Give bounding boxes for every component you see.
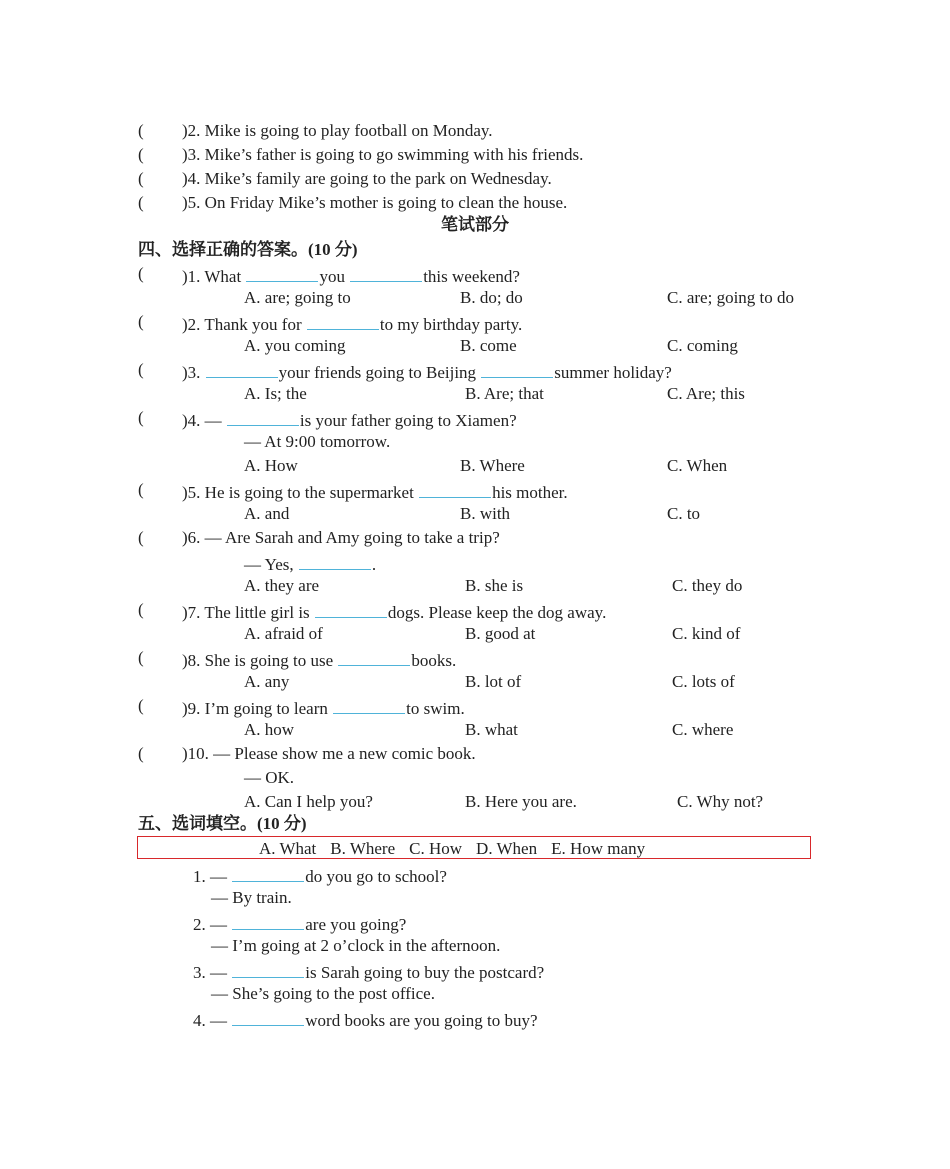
answer-paren[interactable]: ( xyxy=(138,528,144,547)
answer-paren[interactable]: ( xyxy=(138,145,144,164)
written-section-title: 笔试部分 xyxy=(441,215,509,234)
dialogue-reply: — I’m going at 2 o’clock in the afternoon. xyxy=(211,936,501,955)
answer-blank[interactable] xyxy=(232,863,304,882)
answer-blank[interactable] xyxy=(315,599,387,618)
option-b: B. Here you are. xyxy=(465,792,577,811)
option-b: B. what xyxy=(465,720,518,739)
word-option: C. How xyxy=(409,839,463,858)
answer-blank[interactable] xyxy=(307,311,379,330)
question-text: )2. Mike is going to play football on Monday. xyxy=(182,121,493,140)
answer-blank[interactable] xyxy=(333,695,405,714)
answer-paren[interactable]: ( xyxy=(138,193,144,212)
question-text: )4. Mike’s family are going to the park on Wednesday. xyxy=(182,169,552,188)
option-a: A. they are xyxy=(244,576,320,595)
option-b: B. she is xyxy=(465,576,524,595)
option-b: B. with xyxy=(460,504,511,523)
dialogue-reply: — OK. xyxy=(244,768,295,787)
answer-blank[interactable] xyxy=(299,551,371,570)
word-option: A. What xyxy=(259,839,317,858)
option-a: A. are; going to xyxy=(244,288,351,307)
question-7: )7. The little girl is dogs. Please keep the dog away. xyxy=(182,599,606,624)
fill-item-2: 2. — are you going? xyxy=(193,911,406,936)
word-bank xyxy=(259,838,659,860)
option-c: C. are; going to do xyxy=(667,288,795,307)
question-9: )9. I’m going to learn to swim. xyxy=(182,695,465,720)
answer-blank[interactable] xyxy=(419,479,491,498)
option-c: C. where xyxy=(672,720,734,739)
option-b: B. good at xyxy=(465,624,536,643)
option-a: A. Is; the xyxy=(244,384,307,403)
option-a: A. and xyxy=(244,504,290,523)
question-8: )8. She is going to use books. xyxy=(182,647,456,672)
question-10: )10. — Please show me a new comic book. xyxy=(182,744,476,763)
dialogue-reply: — Yes, . xyxy=(244,551,376,576)
answer-paren[interactable]: ( xyxy=(138,312,144,331)
answer-blank[interactable] xyxy=(232,959,304,978)
question-3: )3. your friends going to Beijing summer holiday? xyxy=(182,359,672,384)
word-option: B. Where xyxy=(330,839,396,858)
answer-blank[interactable] xyxy=(227,407,299,426)
answer-blank[interactable] xyxy=(232,1007,304,1026)
answer-paren[interactable]: ( xyxy=(138,696,144,715)
option-c: C. When xyxy=(667,456,728,475)
option-a: A. afraid of xyxy=(244,624,323,643)
answer-paren[interactable]: ( xyxy=(138,169,144,188)
option-b: B. do; do xyxy=(460,288,523,307)
word-option: E. How many xyxy=(551,839,646,858)
answer-paren[interactable]: ( xyxy=(138,648,144,667)
answer-blank[interactable] xyxy=(232,911,304,930)
question-text: )3. Mike’s father is going to go swimming with his friends. xyxy=(182,145,584,164)
option-b: B. come xyxy=(460,336,517,355)
option-c: C. kind of xyxy=(672,624,741,643)
option-a: A. Can I help you? xyxy=(244,792,373,811)
option-c: C. lots of xyxy=(672,672,735,691)
dialogue-reply: — At 9:00 tomorrow. xyxy=(244,432,391,451)
dialogue-reply: — By train. xyxy=(211,888,292,907)
option-c: C. coming xyxy=(667,336,738,355)
option-b: B. Are; that xyxy=(465,384,544,403)
question-6: )6. — Are Sarah and Amy going to take a trip? xyxy=(182,528,500,547)
question-1: )1. What you this weekend? xyxy=(182,263,520,288)
fill-item-1: 1. — do you go to school? xyxy=(193,863,447,888)
question-text: )5. On Friday Mike’s mother is going to clean the house. xyxy=(182,193,568,212)
dialogue-reply: — She’s going to the post office. xyxy=(211,984,435,1003)
answer-blank[interactable] xyxy=(350,263,422,282)
option-c: C. Are; this xyxy=(667,384,745,403)
fill-item-4: 4. — word books are you going to buy? xyxy=(193,1007,538,1032)
option-a: A. any xyxy=(244,672,290,691)
answer-blank[interactable] xyxy=(481,359,553,378)
option-c: C. Why not? xyxy=(677,792,764,811)
option-c: C. they do xyxy=(672,576,743,595)
answer-paren[interactable]: ( xyxy=(138,360,144,379)
section5-heading: 五、选词填空。(10 分) xyxy=(138,814,307,833)
fill-item-3: 3. — is Sarah going to buy the postcard? xyxy=(193,959,544,984)
question-2: )2. Thank you for to my birthday party. xyxy=(182,311,522,336)
option-b: B. lot of xyxy=(465,672,522,691)
question-4: )4. — is your father going to Xiamen? xyxy=(182,407,517,432)
answer-blank[interactable] xyxy=(338,647,410,666)
answer-paren[interactable]: ( xyxy=(138,121,144,140)
answer-paren[interactable]: ( xyxy=(138,480,144,499)
option-c: C. to xyxy=(667,504,701,523)
option-a: A. you coming xyxy=(244,336,346,355)
answer-blank[interactable] xyxy=(246,263,318,282)
answer-paren[interactable]: ( xyxy=(138,744,144,763)
question-5: )5. He is going to the supermarket his mother. xyxy=(182,479,568,504)
answer-paren[interactable]: ( xyxy=(138,408,144,427)
answer-paren[interactable]: ( xyxy=(138,600,144,619)
option-a: A. how xyxy=(244,720,295,739)
section4-heading: 四、选择正确的答案。(10 分) xyxy=(138,240,358,259)
answer-paren[interactable]: ( xyxy=(138,264,144,283)
option-b: B. Where xyxy=(460,456,525,475)
answer-blank[interactable] xyxy=(206,359,278,378)
word-option: D. When xyxy=(476,839,538,858)
option-a: A. How xyxy=(244,456,298,475)
